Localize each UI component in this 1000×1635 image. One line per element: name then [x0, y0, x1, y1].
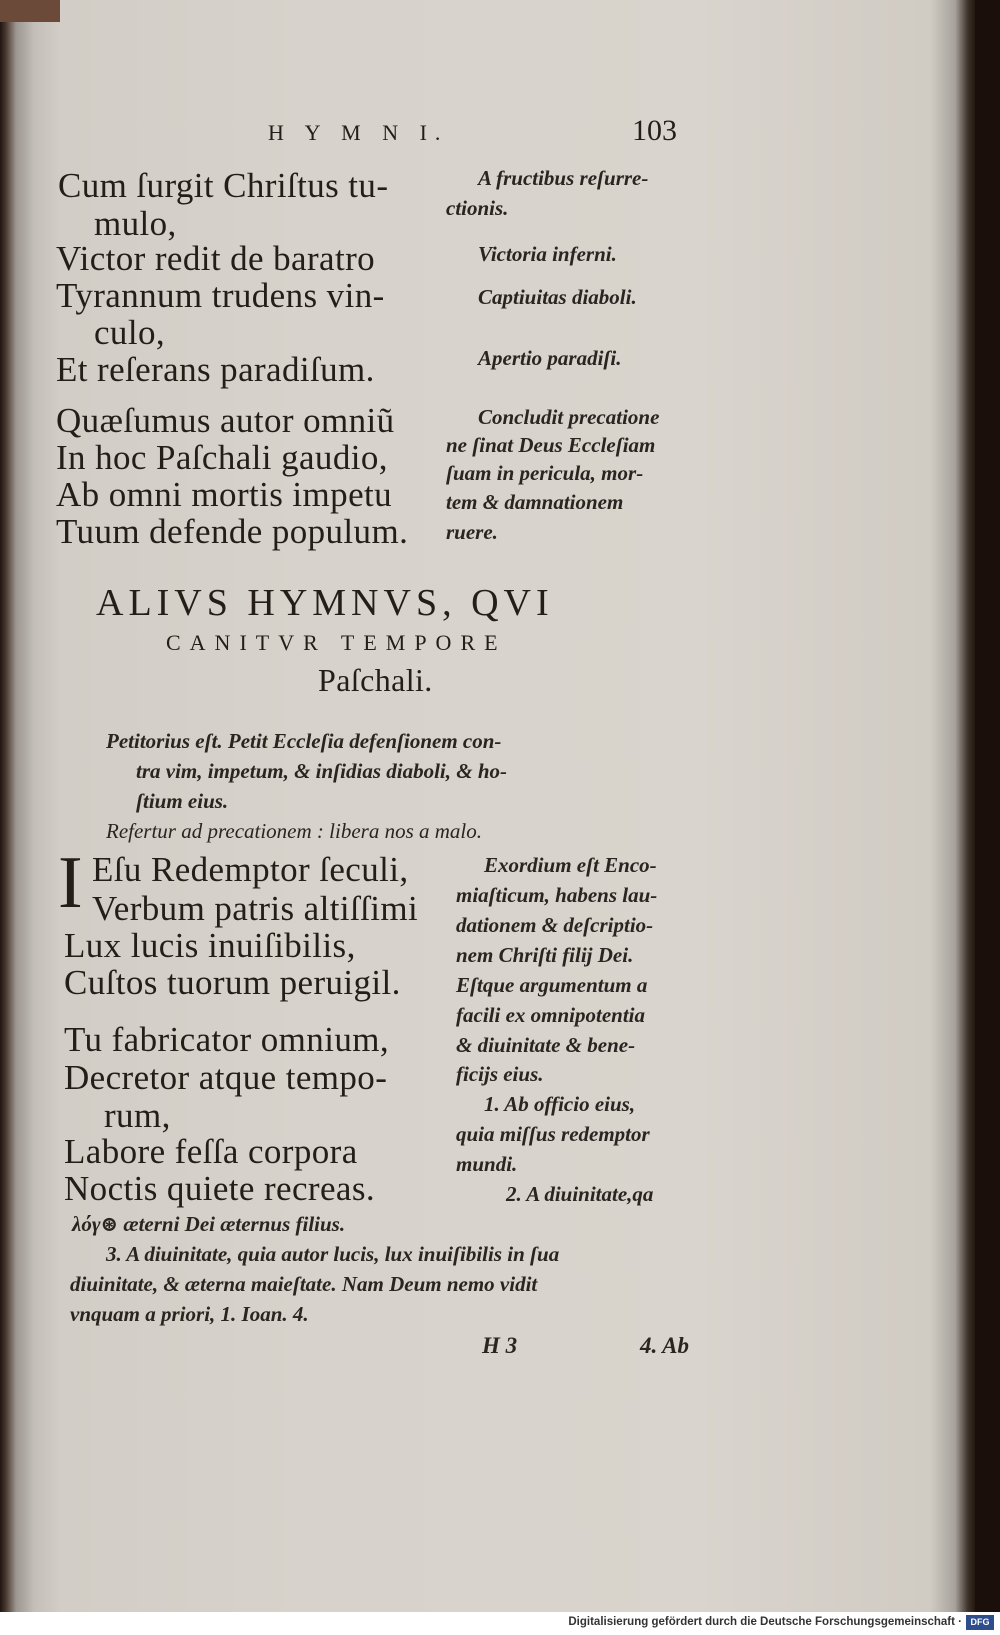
verse-line: mulo, [94, 204, 177, 243]
running-title: H Y M N I. [268, 120, 449, 145]
verse-line: rum, [104, 1096, 171, 1135]
marginal-note: ficijs eius. [456, 1062, 544, 1086]
funding-credit: Digitalisierung gefördert durch die Deutsche Forschungsgemeinschaft · [568, 1616, 962, 1628]
footnote-line: diuinitate, & æterna maieſtate. Nam Deum nemo vidit [70, 1272, 538, 1296]
footnote-line: vnquam a priori, 1. Ioan. 4. [70, 1302, 309, 1326]
verse-line: Tu fabricator omnium, [64, 1020, 389, 1059]
footnote-line: 3. A diuinitate, quia autor lucis, lux inuiſibilis in ſua [106, 1242, 560, 1266]
verse-line: Lux lucis inuiſibilis, [64, 926, 356, 965]
verse-line: Labore feſſa corpora [64, 1132, 358, 1171]
verse-line: Tuum defende populum. [56, 512, 409, 551]
marginal-note: Eſtque argumentum a [456, 973, 648, 997]
bookmark-tab [0, 0, 60, 22]
marginal-note: Apertio paradiſi. [478, 346, 622, 370]
marginal-note: ne ſinat Deus Eccleſiam [446, 433, 656, 457]
marginal-note: 2. A diuinitate,qa [506, 1182, 654, 1206]
marginal-note: ſuam in pericula, mor- [446, 461, 644, 485]
marginal-note: Captiuitas diaboli. [478, 285, 637, 309]
verse-line: Quæſumus autor omniũ [56, 401, 395, 440]
verse-line: Eſu Redemptor ſeculi, [92, 850, 409, 889]
verse-line: Ab omni mortis impetu [56, 475, 393, 514]
verse-line: In hoc Paſchali gaudio, [56, 438, 388, 477]
verse-line: culo, [94, 313, 166, 352]
page-number: 103 [632, 114, 677, 147]
marginal-note: Concludit precatione [478, 405, 660, 429]
preface-line: Refertur ad precationem : libera nos a malo. [106, 819, 483, 843]
catchword: 4. Ab [640, 1333, 689, 1358]
preface-line: ſtium eius. [136, 789, 229, 813]
marginal-note: nem Chriſti filij Dei. [456, 943, 634, 967]
verse-line: Cum ſurgit Chriſtus tu- [58, 166, 389, 205]
verse-line: Verbum patris altiſſimi [92, 889, 419, 928]
marginal-note: ctionis. [446, 196, 509, 220]
verse-line: Cuſtos tuorum peruigil. [64, 963, 401, 1002]
verse-line: Noctis quiete recreas. [64, 1169, 376, 1208]
hymn-title: ALIVS HYMNVS, QVI [96, 582, 554, 624]
marginal-note: ruere. [446, 520, 498, 544]
marginal-note: Exordium eſt Enco- [484, 853, 657, 877]
marginal-note: tem & damnationem [446, 490, 624, 514]
preface-line: tra vim, impetum, & inſidias diaboli, & ho- [136, 759, 508, 783]
preface-line: Petitorius eſt. Petit Eccleſia defenſionem con- [106, 729, 502, 753]
footnote-line: λόγ⊛ æterni Dei æternus filius. [72, 1212, 346, 1236]
verse-line: Tyrannum trudens vin- [56, 276, 385, 315]
marginal-note: quia miſſus redemptor [456, 1122, 650, 1146]
hymn-subtitle: CANITVR TEMPORE [166, 630, 507, 655]
digitization-footer [0, 1612, 1000, 1635]
marginal-note: mundi. [456, 1152, 518, 1176]
marginal-note: A fructibus reſurre- [478, 166, 649, 190]
verse-line: Et reſerans paradiſum. [56, 350, 375, 389]
drop-cap-initial: I [58, 842, 84, 924]
signature-mark: H 3 [482, 1333, 518, 1358]
verse-line: Decretor atque tempo- [64, 1058, 388, 1097]
marginal-note: facili ex omnipotentia [456, 1003, 645, 1027]
marginal-note: miaſticum, habens lau- [456, 883, 658, 907]
marginal-note: Victoria inferni. [478, 242, 617, 266]
hymn-subtitle-word: Paſchali. [318, 662, 433, 698]
marginal-note: 1. Ab officio eius, [484, 1092, 636, 1116]
marginal-note: & diuinitate & bene- [456, 1033, 636, 1057]
verse-line: Victor redit de baratro [56, 239, 376, 278]
marginal-note: dationem & deſcriptio- [456, 913, 654, 937]
dfg-logo: DFG [966, 1615, 994, 1630]
